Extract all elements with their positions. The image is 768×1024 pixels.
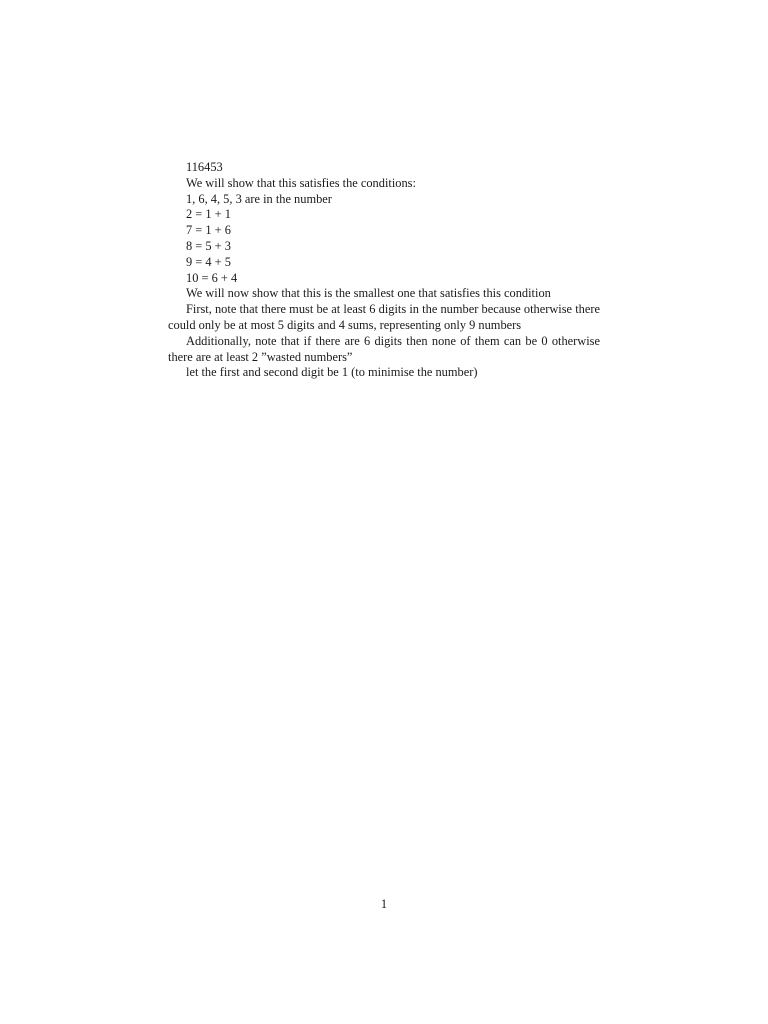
paragraph: let the first and second digit be 1 (to minimise the number) bbox=[186, 365, 478, 380]
text-line: We will show that this satisfies the conditions: bbox=[186, 175, 416, 190]
equation-line: 10 = 6 + 4 bbox=[186, 270, 238, 285]
paragraph: First, note that there must be at least 6 digits in the number because otherwise there could only be at most 5 digits and 4 sums, representing only 9 numbers bbox=[168, 302, 600, 332]
paragraph: Additionally, note that if there are 6 digits then none of them can be 0 otherwise there are at least 2 ”wasted numbers” bbox=[168, 333, 600, 364]
page-number: 1 bbox=[380, 897, 388, 911]
equation-line: 2 = 1 + 1 bbox=[186, 207, 231, 222]
text-line: 1, 6, 4, 5, 3 are in the number bbox=[186, 191, 332, 206]
equation-line: 7 = 1 + 6 bbox=[186, 223, 231, 238]
equation-line: 9 = 4 + 5 bbox=[186, 254, 231, 269]
text-line: We will now show that this is the smallest one that satisfies this condition bbox=[186, 286, 551, 301]
equation-line: 8 = 5 + 3 bbox=[186, 238, 231, 253]
document-body bbox=[168, 160, 600, 381]
answer-number: 116453 bbox=[186, 160, 223, 174]
